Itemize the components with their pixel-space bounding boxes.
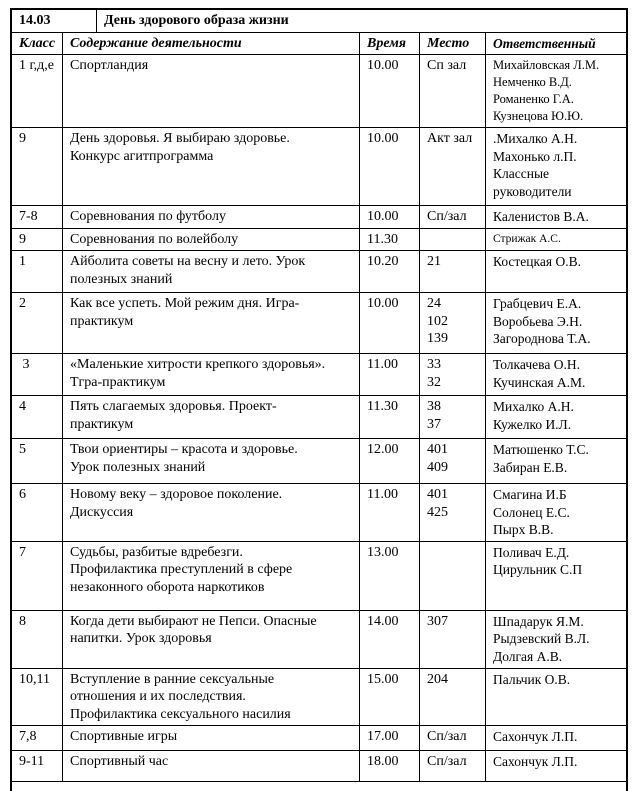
- time-cell: 11.00: [360, 354, 420, 395]
- responsible-line: Шпадарук Я.М.: [493, 613, 584, 629]
- content-line: Урок полезных знаний: [70, 459, 206, 475]
- table-body: [12, 54, 626, 781]
- content-cell: [63, 751, 360, 781]
- place-line: Сп/зал: [427, 209, 467, 224]
- table-row: [12, 292, 626, 353]
- place-line: 409: [427, 459, 448, 475]
- time-cell: 15.00: [360, 669, 420, 726]
- place-cell: [420, 669, 486, 726]
- place-cell: [420, 229, 486, 251]
- place-cell: [420, 751, 486, 781]
- time-cell: 14.00: [360, 611, 420, 668]
- content-line: Спортландия: [70, 58, 149, 73]
- responsible-line: Солонец Е.С.: [493, 504, 570, 520]
- content-line: Айболита советы на весну и лето. Урок: [70, 254, 306, 269]
- content-cell: [63, 611, 360, 668]
- responsible-line: Рыдзевский В.Л.: [493, 631, 590, 646]
- content-line: Спортивный час: [70, 754, 169, 769]
- responsible-cell: [486, 726, 626, 750]
- content-line: полезных знаний: [70, 271, 173, 287]
- responsible-cell: [486, 354, 626, 395]
- class-cell: 7,8: [12, 726, 63, 750]
- column-header-row: [12, 32, 626, 55]
- time-cell: 12.00: [360, 439, 420, 483]
- content-line: Спортивные игры: [70, 729, 178, 744]
- responsible-line: Долгая А.В.: [493, 648, 563, 664]
- content-cell: [63, 229, 360, 251]
- place-cell: [420, 293, 486, 353]
- class-cell: 1 г,д,е: [12, 55, 63, 127]
- content-cell: [63, 251, 360, 292]
- time-cell: 10.20: [360, 251, 420, 292]
- place-cell: [420, 726, 486, 750]
- place-line: 204: [427, 671, 448, 687]
- content-line: Профилактика преступлений в сфере: [70, 562, 293, 577]
- content-line: День здоровья. Я выбираю здоровье.: [70, 131, 290, 146]
- place-cell: [420, 128, 486, 205]
- responsible-line: Махонько л.П.: [493, 148, 577, 164]
- responsible-cell: [486, 542, 626, 610]
- table-row: [12, 610, 626, 668]
- class-cell: 4: [12, 396, 63, 438]
- content-line: Соревнования по футболу: [70, 209, 226, 224]
- place-line: 139: [427, 331, 448, 346]
- responsible-line: Толкачева О.Н.: [493, 357, 580, 372]
- place-line: 24: [427, 296, 441, 311]
- partial-bottom-row: [12, 781, 626, 791]
- time-cell: 10.00: [360, 128, 420, 205]
- responsible-line: Загороднова Т.А.: [493, 331, 591, 346]
- content-line: «Маленькие хитрости крепкого здоровья».: [70, 357, 326, 372]
- class-cell: 6: [12, 484, 63, 541]
- content-line: Твои ориентиры – красота и здоровье.: [70, 442, 298, 457]
- time-cell: 18.00: [360, 751, 420, 781]
- place-cell: [420, 251, 486, 292]
- responsible-line: Сахончук Л.П.: [493, 729, 578, 744]
- date-header-row: [12, 10, 626, 32]
- responsible-line: Пальчик О.В.: [493, 671, 571, 687]
- responsible-cell: [486, 251, 626, 292]
- table-row: [12, 668, 626, 726]
- responsible-line: Кужелко И.Л.: [493, 416, 572, 432]
- place-line: 425: [427, 504, 448, 520]
- content-line: Тгра-практикум: [70, 374, 166, 390]
- place-line: Акт зал: [427, 131, 473, 146]
- content-line: напитки. Урок здоровья: [70, 631, 212, 646]
- content-line: отношения и их последствия.: [70, 689, 246, 704]
- responsible-line: Пырх В.В.: [493, 522, 554, 537]
- class-cell: 3: [12, 354, 63, 395]
- responsible-line: Смагина И.Б: [493, 487, 567, 502]
- content-line: Конкурс агитпрограмма: [70, 148, 214, 164]
- content-cell: [63, 542, 360, 610]
- content-line: Профилактика сексуального насилия: [70, 706, 291, 722]
- content-cell: [63, 128, 360, 205]
- place-line: 401: [427, 487, 448, 502]
- content-line: Когда дети выбирают не Пепси. Опасные: [70, 613, 317, 629]
- responsible-line: Воробьева Э.Н.: [493, 313, 583, 329]
- content-line: Как все успеть. Мой режим дня. Игра-: [70, 296, 300, 311]
- empty-cell: [12, 782, 626, 791]
- place-cell: [420, 396, 486, 438]
- responsible-line: Грабцевич Е.А.: [493, 296, 582, 311]
- place-line: Сп/зал: [427, 754, 467, 769]
- responsible-cell: [486, 128, 626, 205]
- responsible-cell: [486, 751, 626, 781]
- content-line: Соревнования по волейболу: [70, 231, 239, 247]
- table-row: [12, 54, 626, 127]
- content-line: Дискуссия: [70, 504, 134, 520]
- responsible-cell: [486, 484, 626, 541]
- content-cell: [63, 293, 360, 353]
- content-cell: [63, 206, 360, 228]
- responsible-line: Забиран Е.В.: [493, 459, 568, 475]
- responsible-line: Стрижак А.С.: [493, 232, 561, 245]
- table-row: [12, 395, 626, 438]
- content-cell: [63, 439, 360, 483]
- table-row: [12, 353, 626, 395]
- content-cell: [63, 354, 360, 395]
- responsible-line: Матюшенко Т.С.: [493, 442, 589, 457]
- place-line: 38: [427, 399, 441, 414]
- table-row: [12, 438, 626, 483]
- content-cell: [63, 55, 360, 127]
- table-row: [12, 750, 626, 781]
- content-line: Судьбы, разбитые вдребезги.: [70, 544, 243, 560]
- content-cell: [63, 726, 360, 750]
- time-cell: 17.00: [360, 726, 420, 750]
- responsible-line: .Михалко А.Н.: [493, 131, 578, 146]
- content-line: незаконного оборота наркотиков: [70, 579, 265, 595]
- table-row: [12, 483, 626, 541]
- responsible-line: Немченко В.Д.: [493, 75, 572, 89]
- page-title: День здорового образа жизни: [104, 13, 289, 28]
- date-cell: 14.03: [12, 10, 97, 32]
- responsible-cell: [486, 293, 626, 353]
- content-cell: [63, 669, 360, 726]
- time-cell: 11.30: [360, 229, 420, 251]
- responsible-line: Кучинская А.М.: [493, 374, 586, 390]
- column-header-time: Время: [360, 33, 420, 55]
- class-cell: 2: [12, 293, 63, 353]
- responsible-line: Михайловская Л.М.: [493, 58, 600, 72]
- column-header-content: Содержание деятельности: [63, 33, 360, 55]
- responsible-line: Каленистов В.А.: [493, 209, 589, 224]
- content-line: Вступление в ранние сексуальные: [70, 671, 275, 687]
- schedule-table: [10, 8, 628, 791]
- place-line: 21: [427, 254, 441, 269]
- responsible-cell: [486, 229, 626, 251]
- place-line: 401: [427, 442, 448, 457]
- content-cell: [63, 484, 360, 541]
- responsible-line: Романенко Г.А.: [493, 92, 574, 106]
- place-cell: [420, 542, 486, 610]
- class-cell: 1: [12, 251, 63, 292]
- responsible-cell: [486, 669, 626, 726]
- content-line: Пять слагаемых здоровья. Проект-: [70, 399, 277, 414]
- responsible-line: Поливач Е.Д.: [493, 544, 570, 560]
- content-line: Новому веку – здоровое поколение.: [70, 487, 283, 502]
- class-cell: 7-8: [12, 206, 63, 228]
- content-line: практикум: [70, 416, 134, 432]
- place-cell: [420, 439, 486, 483]
- responsible-cell: [486, 611, 626, 668]
- place-line: 33: [427, 357, 441, 372]
- column-header-class: Класс: [12, 33, 63, 55]
- responsible-line: Михалко А.Н.: [493, 399, 574, 414]
- responsible-line: Сахончук Л.П.: [493, 754, 578, 769]
- responsible-line: руководители: [493, 183, 572, 199]
- place-cell: [420, 611, 486, 668]
- place-line: Сп/зал: [427, 729, 467, 744]
- place-cell: [420, 206, 486, 228]
- responsible-line: Костецкая О.В.: [493, 254, 581, 269]
- time-cell: 11.30: [360, 396, 420, 438]
- class-cell: 9: [12, 229, 63, 251]
- column-header-responsible: Ответственный: [493, 35, 596, 51]
- table-row: [12, 725, 626, 750]
- place-line: 307: [427, 613, 448, 629]
- table-row: [12, 541, 626, 610]
- table-row: [12, 205, 626, 228]
- responsible-cell: [486, 396, 626, 438]
- place-line: 32: [427, 374, 441, 390]
- place-line: 102: [427, 313, 448, 329]
- table-row: [12, 250, 626, 292]
- content-cell: [63, 396, 360, 438]
- responsible-cell: [486, 55, 626, 127]
- table-row: [12, 228, 626, 251]
- responsible-cell: [486, 439, 626, 483]
- place-cell: [420, 484, 486, 541]
- class-cell: 5: [12, 439, 63, 483]
- time-cell: 10.00: [360, 206, 420, 228]
- place-line: 37: [427, 416, 441, 432]
- time-cell: 13.00: [360, 542, 420, 610]
- class-cell: 9: [12, 128, 63, 205]
- class-cell: 9-11: [12, 751, 63, 781]
- time-cell: 10.00: [360, 293, 420, 353]
- responsible-cell: [486, 206, 626, 228]
- place-line: Сп зал: [427, 58, 467, 73]
- class-cell: 10,11: [12, 669, 63, 726]
- responsible-line: Кузнецова Ю.Ю.: [493, 109, 584, 123]
- class-cell: 7: [12, 542, 63, 610]
- column-header-place: Место: [420, 33, 486, 55]
- content-line: практикум: [70, 313, 134, 329]
- responsible-line: Цирульник С.П: [493, 562, 583, 577]
- table-row: [12, 127, 626, 205]
- time-cell: 10.00: [360, 55, 420, 127]
- place-cell: [420, 55, 486, 127]
- place-cell: [420, 354, 486, 395]
- responsible-line: Классные: [493, 166, 550, 181]
- time-cell: 11.00: [360, 484, 420, 541]
- class-cell: 8: [12, 611, 63, 668]
